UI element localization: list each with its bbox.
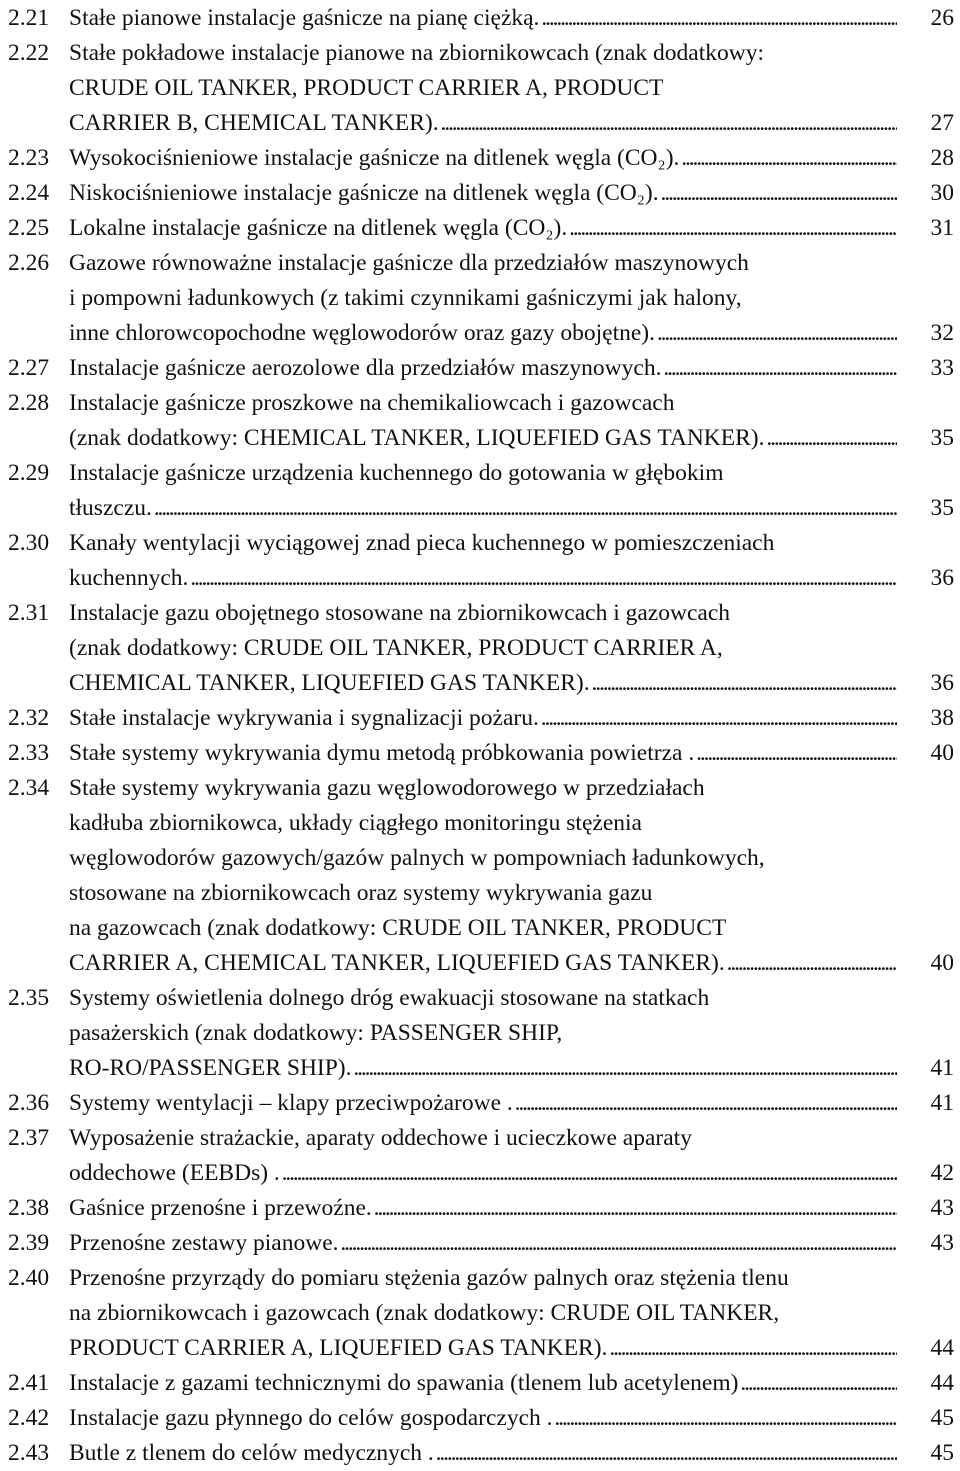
toc-entry[interactable]	[0, 1261, 960, 1366]
toc-entry-page-number: 45	[930, 1440, 954, 1466]
toc-entry-title-line: kadłuba zbiornikowca, układy ciągłego monitoringu stężenia	[69, 810, 642, 836]
toc-entry-page-number: 32	[930, 320, 954, 346]
toc-entry-page-number: 43	[930, 1195, 954, 1221]
toc-entry[interactable]	[0, 1, 960, 36]
toc-entry-title-line: tłuszczu. . . .	[69, 491, 897, 526]
toc-entry-title-line: Systemy oświetlenia dolnego dróg ewakuacji stosowane na statkach	[69, 985, 710, 1011]
toc-entry[interactable]	[0, 701, 960, 736]
toc-entry-number: 2.29	[8, 460, 50, 486]
toc-entry-title-line: Lokalne instalacje gaśnicze na ditlenek węgla (CO₂). . . .	[69, 211, 897, 246]
toc-entry-number: 2.28	[8, 390, 50, 416]
toc-entry-page-number: 35	[930, 495, 954, 521]
toc-entry-title-line: Stałe systemy wykrywania gazu węglowodorowego w przedziałach	[69, 775, 705, 801]
toc-entry[interactable]	[0, 36, 960, 141]
toc-entry-title-line: Przenośne przyrządy do pomiaru stężenia gazów palnych oraz stężenia tlenu	[69, 1265, 789, 1291]
toc-entry-number: 2.25	[8, 215, 50, 241]
toc-entry-title-line: stosowane na zbiornikowcach oraz systemy wykrywania gazu	[69, 880, 653, 906]
toc-entry[interactable]	[0, 981, 960, 1086]
toc-entry-title-line: kuchennych. . . .	[69, 561, 897, 596]
toc-entry-title-line: PRODUCT CARRIER A, LIQUEFIED GAS TANKER). . . .	[69, 1331, 897, 1366]
toc-entry[interactable]	[0, 351, 960, 386]
toc-entry-page-number: 36	[930, 565, 954, 591]
toc-entry[interactable]	[0, 1121, 960, 1191]
toc-entry-page-number: 33	[930, 355, 954, 381]
toc-entry-title-line: i pompowni ładunkowych (z takimi czynnikami gaśniczymi jak halony,	[69, 285, 742, 311]
toc-entry-title-line: Stałe instalacje wykrywania i sygnalizacji pożaru. . . .	[69, 701, 897, 736]
toc-entry-page-number: 43	[930, 1230, 954, 1256]
toc-entry-number: 2.36	[8, 1090, 50, 1116]
toc-entry-title-line: CHEMICAL TANKER, LIQUEFIED GAS TANKER). . . .	[69, 666, 897, 701]
toc-entry-title-line: CARRIER A, CHEMICAL TANKER, LIQUEFIED GAS TANKER). . . .	[69, 946, 897, 981]
toc-entry-title-line: Butle z tlenem do celów medycznych . . . .	[69, 1436, 897, 1471]
toc-entry[interactable]	[0, 596, 960, 701]
toc-entry[interactable]	[0, 211, 960, 246]
toc-entry-page-number: 28	[930, 145, 954, 171]
toc-entry-title-line: CRUDE OIL TANKER, PRODUCT CARRIER A, PRODUCT	[69, 75, 664, 101]
toc-entry-title-line: Instalacje gazu obojętnego stosowane na zbiornikowcach i gazowcach	[69, 600, 730, 626]
toc-entry-title-line: Instalacje gazu płynnego do celów gospodarczych . . . .	[69, 1401, 897, 1436]
toc-entry[interactable]	[0, 736, 960, 771]
toc-entry[interactable]	[0, 1191, 960, 1226]
toc-entry-title-line: (znak dodatkowy: CRUDE OIL TANKER, PRODUCT CARRIER A,	[69, 635, 723, 661]
toc-entry-number: 2.31	[8, 600, 50, 626]
toc-entry-title-line: na zbiornikowcach i gazowcach (znak dodatkowy: CRUDE OIL TANKER,	[69, 1300, 780, 1326]
toc-entry-page-number: 42	[930, 1160, 954, 1186]
toc-entry[interactable]	[0, 1086, 960, 1121]
toc-entry[interactable]	[0, 176, 960, 211]
toc-entry-number: 2.35	[8, 985, 50, 1011]
toc-entry-page-number: 27	[930, 110, 954, 136]
toc-entry-title-line: Wysokociśnieniowe instalacje gaśnicze na ditlenek węgla (CO₂). . . .	[69, 141, 897, 176]
toc-entry-title-line: RO-RO/PASSENGER SHIP). . . .	[69, 1051, 897, 1086]
toc-entry-title-line: węglowodorów gazowych/gazów palnych w pompowniach ładunkowych,	[69, 845, 765, 871]
toc-entry-number: 2.33	[8, 740, 50, 766]
toc-entry-number: 2.22	[8, 40, 50, 66]
toc-entry-title-line: Stałe systemy wykrywania dymu metodą próbkowania powietrza . . . .	[69, 736, 897, 771]
toc-entry-page-number: 41	[930, 1055, 954, 1081]
toc-entry-page-number: 26	[930, 5, 954, 31]
toc-entry-title-line: oddechowe (EEBDs) . . . .	[69, 1156, 897, 1191]
toc-entry-title-line: Instalacje z gazami technicznymi do spawania (tlenem lub acetylenem) . . .	[69, 1366, 897, 1401]
toc-entry-number: 2.21	[8, 5, 50, 31]
toc-entry-number: 2.30	[8, 530, 50, 556]
toc-entry-page-number: 36	[930, 670, 954, 696]
toc-entry-number: 2.41	[8, 1370, 50, 1396]
toc-entry-number: 2.24	[8, 180, 50, 206]
toc-entry-page-number: 44	[930, 1370, 954, 1396]
toc-entry[interactable]	[0, 1401, 960, 1436]
toc-entry-number: 2.37	[8, 1125, 50, 1151]
toc-entry-title-line: Instalacje gaśnicze urządzenia kuchennego do gotowania w głębokim	[69, 460, 724, 486]
toc-entry-title-line: Stałe pianowe instalacje gaśnicze na pianę ciężką. . . .	[69, 1, 897, 36]
toc-entry-page-number: 40	[930, 740, 954, 766]
toc-entry-title-line: na gazowcach (znak dodatkowy: CRUDE OIL TANKER, PRODUCT	[69, 915, 727, 941]
toc-entry-page-number: 45	[930, 1405, 954, 1431]
toc-entry-number: 2.43	[8, 1440, 50, 1466]
toc-entry-title-line: Kanały wentylacji wyciągowej znad pieca kuchennego w pomieszczeniach	[69, 530, 775, 556]
toc-entry[interactable]	[0, 456, 960, 526]
toc-entry[interactable]	[0, 1436, 960, 1471]
toc-entry[interactable]	[0, 141, 960, 176]
toc-entry[interactable]	[0, 1226, 960, 1261]
toc-entry-number: 2.27	[8, 355, 50, 381]
toc-entry[interactable]	[0, 1366, 960, 1401]
toc-entry-number: 2.39	[8, 1230, 50, 1256]
toc-entry-page-number: 35	[930, 425, 954, 451]
toc-entry-page-number: 30	[930, 180, 954, 206]
toc-entry[interactable]	[0, 246, 960, 351]
toc-entry-number: 2.42	[8, 1405, 50, 1431]
toc-entry-title-line: Przenośne zestawy pianowe. . . .	[69, 1226, 897, 1261]
toc-entry[interactable]	[0, 526, 960, 596]
toc-entry-title-line: CARRIER B, CHEMICAL TANKER). . . .	[69, 106, 897, 141]
toc-entry-number: 2.32	[8, 705, 50, 731]
toc-entry-page-number: 40	[930, 950, 954, 976]
toc-entry-number: 2.26	[8, 250, 50, 276]
toc-entry-title-line: pasażerskich (znak dodatkowy: PASSENGER SHIP,	[69, 1020, 563, 1046]
toc-entry-page-number: 31	[930, 215, 954, 241]
toc-entry-title-line: inne chlorowcopochodne węglowodorów oraz gazy obojętne). . . .	[69, 316, 897, 351]
toc-entry-page-number: 44	[930, 1335, 954, 1361]
toc-entry-title-line: Gazowe równoważne instalacje gaśnicze dla przedziałów maszynowych	[69, 250, 749, 276]
toc-entry-number: 2.38	[8, 1195, 50, 1221]
toc-entry-title-line: Systemy wentylacji – klapy przeciwpożarowe . . . .	[69, 1086, 897, 1121]
toc-entry-title-line: Stałe pokładowe instalacje pianowe na zbiornikowcach (znak dodatkowy:	[69, 40, 764, 66]
toc-entry-title-line: (znak dodatkowy: CHEMICAL TANKER, LIQUEFIED GAS TANKER). . . .	[69, 421, 897, 456]
toc-entry[interactable]	[0, 771, 960, 981]
toc-entry-number: 2.23	[8, 145, 50, 171]
toc-entry-title-line: Gaśnice przenośne i przewoźne. . . .	[69, 1191, 897, 1226]
toc-entry-title-line: Wyposażenie strażackie, aparaty oddechowe i ucieczkowe aparaty	[69, 1125, 692, 1151]
toc-entry[interactable]	[0, 386, 960, 456]
toc-entry-number: 2.34	[8, 775, 50, 801]
toc-entry-title-line: Niskociśnieniowe instalacje gaśnicze na ditlenek węgla (CO₂). . . .	[69, 176, 897, 211]
toc-entry-page-number: 41	[930, 1090, 954, 1116]
toc-entry-title-line: Instalacje gaśnicze proszkowe na chemikaliowcach i gazowcach	[69, 390, 675, 416]
toc-entry-page-number: 38	[930, 705, 954, 731]
toc-entry-title-line: Instalacje gaśnicze aerozolowe dla przedziałów maszynowych. . . .	[69, 351, 897, 386]
toc-entry-number: 2.40	[8, 1265, 50, 1291]
